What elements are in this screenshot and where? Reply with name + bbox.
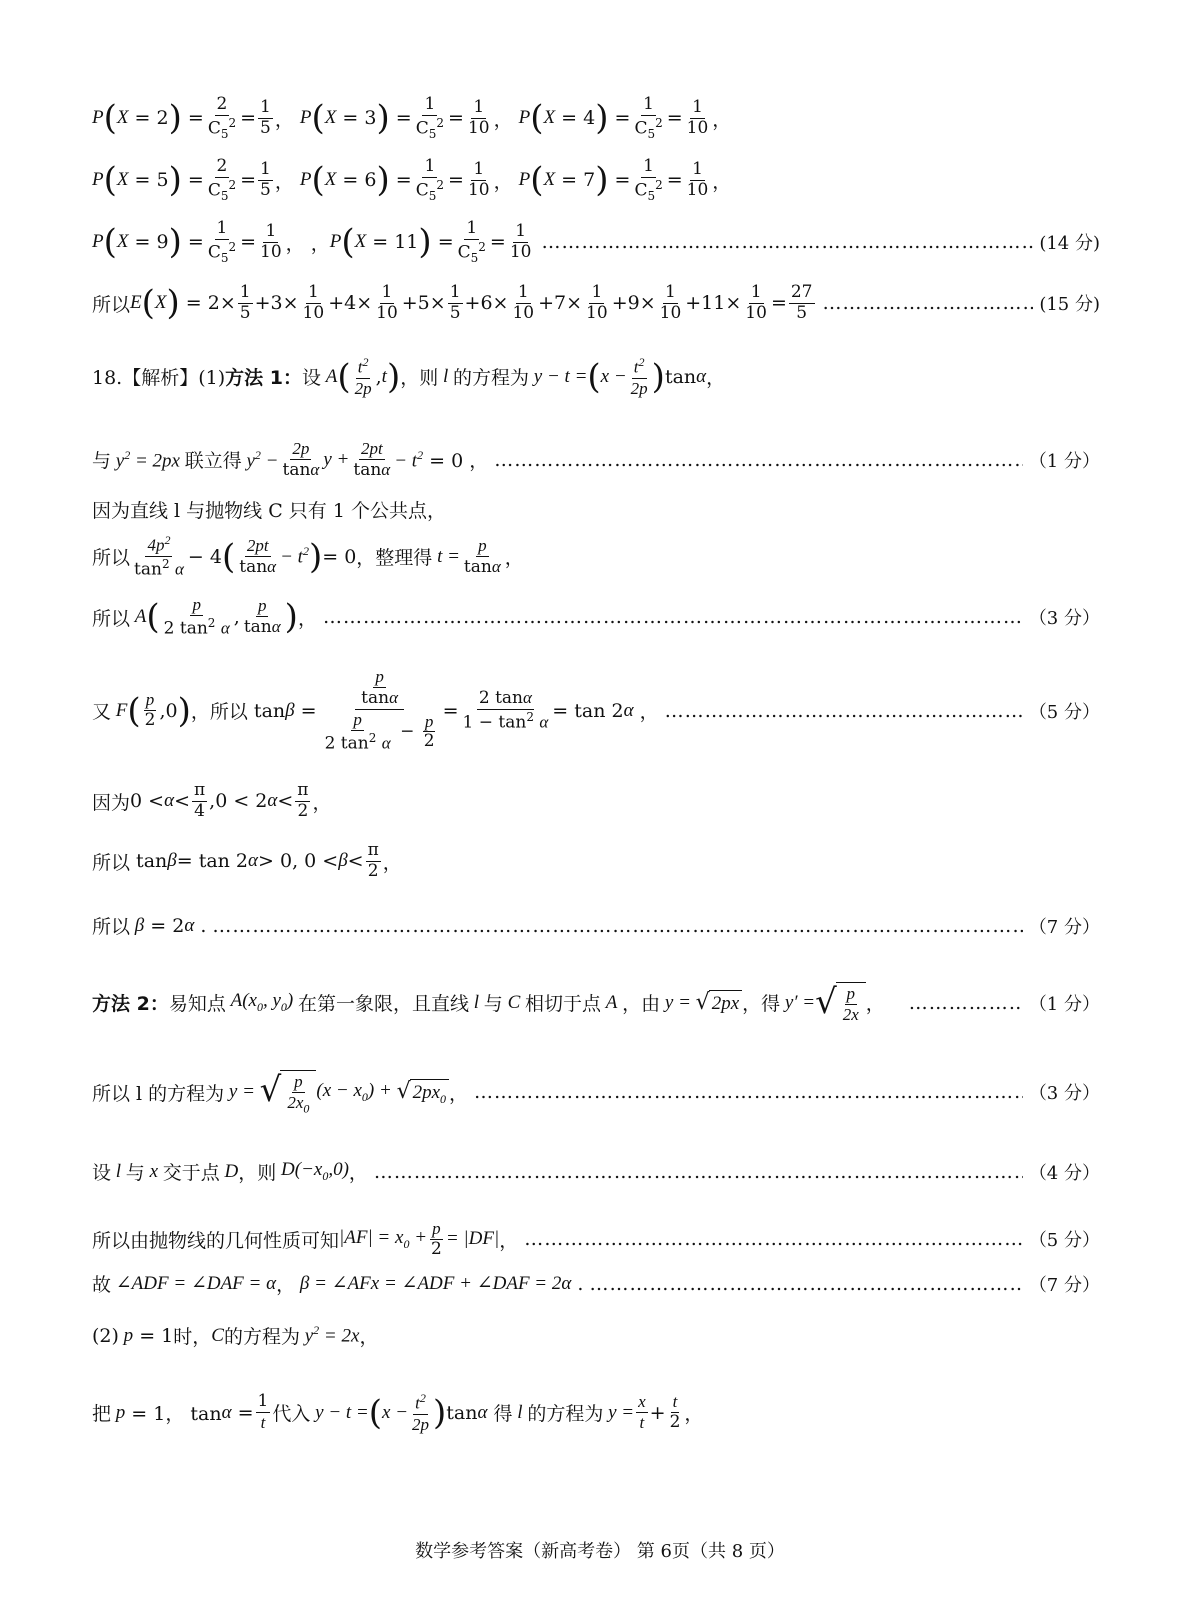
text: 设 [92, 1162, 112, 1184]
point-a-line: 所以 A ( p 2 $\tan^2 \alpha$ , p tanα ) ， ……………………………………………………………………………………………………………………………………………………………………………………………… （3 分） [92, 596, 1100, 638]
text: 设 [301, 367, 321, 390]
text: ，得 [742, 993, 781, 1016]
text: 的方程为 [223, 1326, 300, 1348]
text: 所以 [92, 851, 131, 874]
text: ，整理得 [356, 547, 433, 569]
text: 所以 l 的方程为 [92, 1082, 225, 1105]
q18-head: 18.【解析】(1) 方法 1： 设 A ( $t^2$ 2p , t ) ，则 l 的方程为 y − t = ( x − $\frac{t^2}{2p}$ ) tan α ， [92, 355, 726, 398]
text: 因为 [92, 791, 131, 814]
text: 所以 [92, 916, 131, 938]
leader-dots [323, 606, 1023, 628]
text: 与 [125, 1162, 145, 1184]
angle-line: 故 ∠ADF = ∠DAF = α ， β = ∠AFx = ∠ADF + ∠DAF = 2α . ……………………………………………………………………………………………………………………………………………………………………………………………… （7 分） [92, 1270, 1100, 1297]
text: 交于点 [162, 1162, 220, 1184]
text: (2) [92, 1324, 119, 1347]
simultaneous-line: 与 $y^2 = 2px$ 联立得 $y^2$ − $\frac{2p}{\tan\alpha}$ y + $\frac{2pt}{\tan\alpha}$ − $t^2$ = 0 ， ……………………………………………………………………………………………………………………………………………………………………………………………… （1 分） [92, 440, 1100, 480]
page-footer: 数学参考答案（新高考卷） 第 6页（共 8 页） [415, 1541, 785, 1562]
expectation-line: 所以 E ( X ) = 2× 1 5 +3× 1 10 +4× 1 10 +5× 1 5 +6× 1 10 +7× 1 10 +9× 1 10 +11× 1 10 = 27 5 ……………………………………………………………………………………………………………………………………………………………………………………………… (15 分) [92, 284, 1100, 323]
text: 所以 [92, 293, 131, 316]
leader-dots [665, 700, 1023, 722]
score: （5 分） [1028, 1230, 1100, 1252]
text: 得 [493, 1403, 513, 1426]
prob-line-2: P ( X = 5 ) = 2 $C_5^2$ = 1 5 ， P ( X = 6 ) = 1 $C_5^2$ = 1 10 ， P ( X = 7 ) = 1 $C_5^2$ = 1 10 ， [92, 156, 732, 203]
method-label: 方法 2： [92, 993, 169, 1016]
method2-line: 方法 2： 易知点 $A(x_0$, $y_0$) 在第一象限，且直线 l 与 C 相切于点 A ，由 y = √ 2px ，得 y′ = √ $\frac{p}{2x}$ ， ……………………………………………………………………………………………………………………………………………………………………………………………… （1 分） [92, 982, 1100, 1024]
text: 的方程为 [453, 367, 530, 390]
text: 故 [92, 1274, 112, 1296]
discriminant-line: 所以 $4p^2$ $\tan^2 \alpha$ − 4 ( 2pt tanα − $t^2$ ) = 0 ，整理得 t = $\frac{p}{\tan\alpha}$ ， [92, 533, 524, 580]
point-d-line: 设 l 与 x 交于点 D ，则 $D(-x_0,0)$ ， ……………………………………………………………………………………………………………………………………………………………………………………………… （4 分） [92, 1158, 1100, 1185]
text: 又 [92, 701, 112, 724]
text: 所以 [92, 607, 131, 630]
text: 在第一象限，且直线 [298, 993, 470, 1016]
score: （3 分） [1028, 1083, 1100, 1105]
text: ，由 [622, 993, 661, 1016]
range-line: 因为 0 < α < π 4 ,0 < 2 α < π 2 ， [92, 780, 332, 821]
score: （5 分） [1028, 701, 1100, 723]
leader-dots [524, 1228, 1023, 1250]
text: 相切于点 [525, 993, 602, 1016]
leader-dots [909, 992, 1023, 1014]
score: （1 分） [1028, 993, 1100, 1015]
leader-dots [212, 915, 1022, 937]
score: （7 分） [1028, 916, 1100, 938]
text: 因为直线 l 与抛物线 C 只有 1 个公共点， [92, 500, 446, 522]
prob-line-1: P ( X = 2 ) = 2 $C_5^2$ = 1 5 ， P ( X = 3 ) = 1 $C_5^2$ = 1 10 ， P ( X = 4 ) = 1 $C_5^2$ = 1 10 ， [92, 94, 732, 141]
text: 与 [483, 993, 503, 1016]
part2-line: (2) p = 1 时， C 的方程为 $y^2 = 2x$ ， [92, 1323, 379, 1348]
substitute-line: 把 p = 1， tan α = 1 t 代入 y − t = ( x − $\frac{t^2}{2p}$ ) tan α 得 l 的方程为 y = $\frac{x}{t}$ + t 2 ， [92, 1391, 704, 1434]
score: (15 分) [1039, 294, 1100, 316]
conclusion-line: 所以 β = 2 α . ……………………………………………………………………………………………………………………………………………………………………………………………… （7 分） [92, 912, 1100, 939]
text: ，则 [238, 1162, 277, 1184]
prob-line-3: P ( X = 9 ) = 1 $C_5^2$ = 1 10 ， ， P ( X = 11 ) = 1 $C_5^2$ = 1 10 ……………………………………………………………………………………………………………………………………………………………………………………………… (14 分) [92, 220, 1100, 264]
leader-dots [374, 1161, 1023, 1183]
focal-line: 所以由抛物线的几何性质可知 $|AF| = x_0$ + $\frac{p}{2}$ = |DF| ， ……………………………………………………………………………………………………………………………………………………………………………………………… （5 分） [92, 1220, 1100, 1259]
score: （4 分） [1028, 1162, 1100, 1184]
score: （7 分） [1028, 1274, 1100, 1296]
score: （1 分） [1028, 450, 1100, 472]
leader-dots [823, 292, 1034, 314]
tan-range-line: 所以 tan β = tan 2 α > 0, 0 < β < π 2 ， [92, 840, 402, 881]
text-line [92, 496, 1100, 523]
text: ，所以 [190, 701, 248, 724]
score: (14 分) [1039, 233, 1100, 255]
text: 代入 [272, 1403, 311, 1426]
text: 所以 [92, 547, 131, 569]
score: （3 分） [1028, 608, 1100, 630]
tangent-line-eq: 所以 l 的方程为 y = √ $\frac{p}{2x_0}$ $(x - x_0)$ + √ $2px_0$ ， ……………………………………………………………………………………………………………………………………………………………………………………………… （3 分） [92, 1070, 1100, 1115]
leader-dots [494, 449, 1023, 471]
text: 的方程为 [527, 1403, 604, 1426]
text: ，则 [400, 367, 439, 390]
text: 把 [92, 1403, 112, 1426]
leader-dots [474, 1081, 1023, 1103]
text: 联立得 [184, 450, 242, 473]
method-label: 方法 1： [225, 367, 302, 390]
text: 与 [92, 450, 112, 473]
leader-dots [541, 231, 1033, 253]
text: 时， [173, 1326, 212, 1348]
text: 18.【解析】(1) [92, 367, 226, 390]
text: 所以由抛物线的几何性质可知 [92, 1229, 340, 1252]
tan-beta-line: 又 F ( p 2 ,0 ) ，所以 tan β = $\frac{p}{\tan\alpha}$ $\frac{p}{2 \tan^2 \alpha}$ − $\frac{p}{2}$ = 2 tanα $1 - \tan^2 \alpha$ = tan 2 α ， ……………………………………………………………………………………………………………………………………………………………………………………………… （5 分） [92, 668, 1100, 753]
text: 易知点 [168, 993, 226, 1016]
leader-dots [589, 1273, 1022, 1295]
